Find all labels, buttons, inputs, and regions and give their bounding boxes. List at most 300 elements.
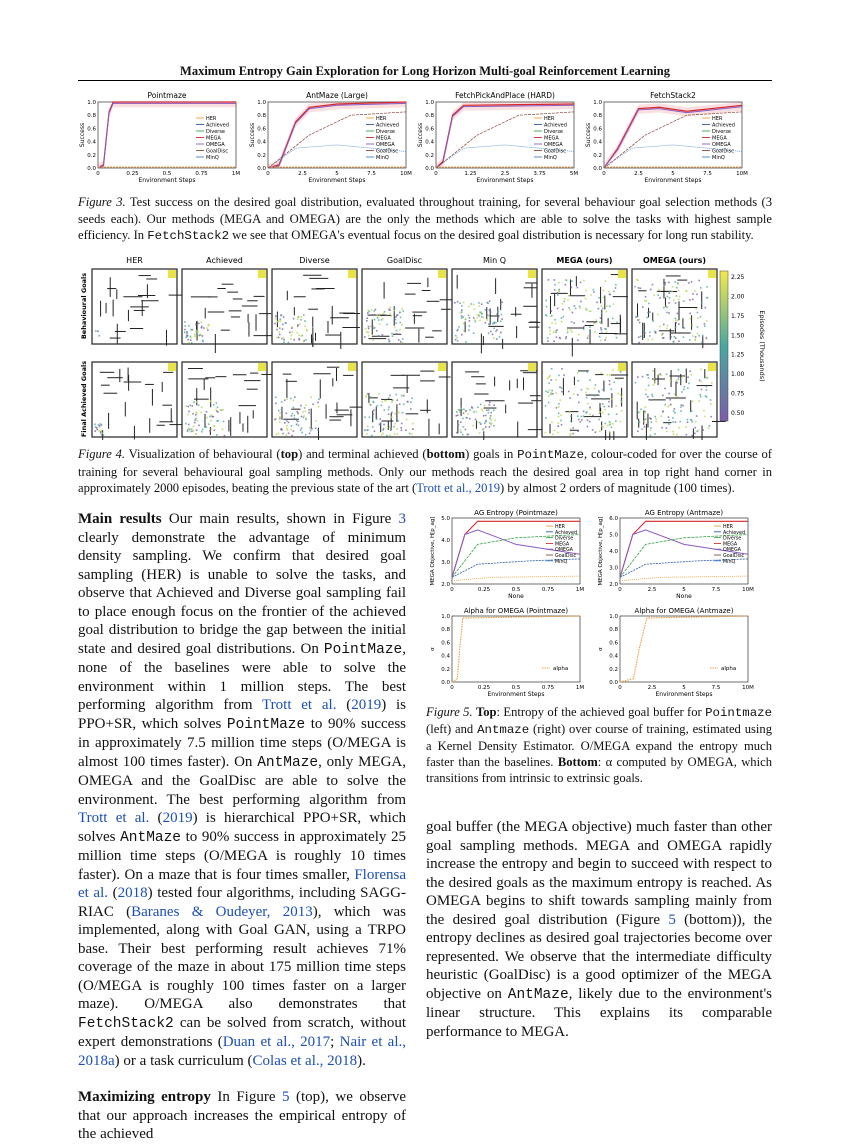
goal-point bbox=[554, 319, 556, 321]
goal-point bbox=[700, 369, 702, 371]
goal-point bbox=[612, 423, 614, 425]
citation-link[interactable]: Colas et al., 2018 bbox=[252, 1052, 358, 1069]
goal-point bbox=[698, 335, 700, 337]
goal-point bbox=[300, 316, 302, 318]
goal-point bbox=[296, 420, 298, 422]
goal-point bbox=[565, 336, 567, 338]
goal-point bbox=[560, 420, 562, 422]
goal-point bbox=[598, 391, 600, 393]
goal-point bbox=[670, 404, 672, 406]
caption-code: FetchStack2 bbox=[147, 229, 230, 243]
goal-point bbox=[478, 302, 480, 304]
x-tick-label: 7.5 bbox=[367, 171, 376, 177]
citation-link[interactable]: Trott et al. bbox=[262, 697, 337, 713]
goal-point bbox=[484, 405, 486, 407]
legend-entry: HER bbox=[376, 116, 387, 122]
goal-point bbox=[668, 302, 670, 304]
citation-link[interactable]: Baranes & Oudeyer, 2013 bbox=[131, 903, 313, 920]
goal-point bbox=[391, 333, 393, 335]
goal-point bbox=[302, 411, 304, 413]
goal-point bbox=[276, 329, 278, 331]
goal-point bbox=[456, 337, 458, 339]
goal-point bbox=[214, 429, 216, 431]
citation-link[interactable]: Florensa et al. bbox=[78, 866, 406, 901]
goal-point bbox=[602, 389, 604, 391]
goal-point bbox=[690, 318, 692, 320]
goal-point bbox=[500, 332, 502, 334]
goal-point bbox=[201, 431, 203, 433]
goal-point bbox=[368, 328, 370, 330]
goal-point bbox=[646, 317, 648, 319]
goal-point bbox=[664, 284, 666, 286]
goal-point bbox=[644, 406, 646, 408]
goal-point bbox=[647, 396, 649, 398]
goal-point bbox=[297, 318, 299, 320]
goal-point bbox=[395, 316, 397, 318]
legend-entry: Diverse bbox=[376, 129, 396, 135]
goal-point bbox=[394, 307, 396, 309]
goal-point bbox=[689, 299, 691, 301]
goal-point bbox=[401, 429, 403, 431]
legend-entry: GoalDisc bbox=[544, 148, 566, 155]
figure-5-caption bbox=[426, 704, 772, 786]
goal-point bbox=[224, 435, 226, 437]
goal-point bbox=[658, 294, 660, 296]
goal-point bbox=[577, 287, 579, 289]
goal-point bbox=[603, 398, 605, 400]
goal-point bbox=[655, 418, 657, 420]
body-text: (top), we observe that our approach increases the empirical entropy of the achieved bbox=[78, 1089, 406, 1142]
goal-point bbox=[382, 334, 384, 336]
goal-point bbox=[490, 424, 492, 426]
goal-point bbox=[672, 431, 674, 433]
goal-point bbox=[639, 319, 641, 321]
goal-point bbox=[608, 406, 610, 408]
y-tick-label: 2.0 bbox=[441, 582, 450, 588]
goal-point bbox=[366, 320, 368, 322]
goal-point bbox=[706, 320, 708, 322]
goal-point bbox=[560, 414, 562, 416]
goal-point bbox=[620, 371, 622, 373]
citation-link[interactable]: 2018 bbox=[117, 885, 148, 901]
goal-point bbox=[670, 336, 672, 338]
goal-point bbox=[480, 404, 482, 406]
goal-point bbox=[489, 426, 491, 428]
goal-point bbox=[569, 435, 571, 437]
goal-point bbox=[590, 332, 592, 334]
legend-entry: MinQ bbox=[723, 559, 736, 565]
goal-point bbox=[374, 327, 376, 329]
goal-point bbox=[589, 414, 591, 416]
x-tick-label: 5 bbox=[682, 685, 686, 691]
goal-point bbox=[581, 389, 583, 391]
figure-ref-link[interactable]: 3 bbox=[398, 511, 406, 527]
goal-point bbox=[554, 279, 556, 281]
goal-point bbox=[488, 409, 490, 411]
goal-point bbox=[470, 303, 472, 305]
goal-point bbox=[468, 433, 470, 435]
goal-point bbox=[490, 331, 492, 333]
goal-point bbox=[704, 325, 706, 327]
goal-point bbox=[204, 420, 206, 422]
goal-point bbox=[301, 335, 303, 337]
goal-point bbox=[401, 423, 403, 425]
goal-point bbox=[674, 412, 676, 414]
legend-entry: alpha bbox=[553, 666, 569, 672]
goal-point bbox=[479, 312, 481, 314]
goal-point bbox=[209, 430, 211, 432]
goal-point bbox=[455, 335, 457, 337]
goal-point bbox=[202, 429, 204, 431]
goal-point bbox=[545, 417, 547, 419]
goal-point bbox=[305, 339, 307, 341]
goal-point bbox=[689, 370, 691, 372]
caption-text: : α computed by OMEGA, which transitions from intrinsic to extrinsic goals. bbox=[426, 755, 772, 785]
goal-point bbox=[454, 302, 456, 304]
goal-point bbox=[650, 289, 652, 291]
goal-point bbox=[580, 301, 582, 303]
goal-point bbox=[286, 398, 288, 400]
y-tick-label: 0.8 bbox=[593, 113, 602, 120]
y-tick-label: 0.0 bbox=[425, 166, 434, 172]
citation-link[interactable]: Trott et al., 2019 bbox=[416, 481, 501, 495]
goal-point bbox=[208, 423, 210, 425]
goal-point bbox=[390, 315, 392, 317]
goal-point bbox=[590, 294, 592, 296]
goal-point bbox=[412, 428, 414, 430]
desired-goal-marker bbox=[258, 270, 266, 278]
goal-point bbox=[701, 342, 703, 344]
citation-link[interactable]: Nair et al., 2018a bbox=[78, 1034, 406, 1069]
goal-point bbox=[406, 419, 408, 421]
goal-point bbox=[550, 310, 552, 312]
goal-point bbox=[691, 419, 693, 421]
citation-link[interactable]: 2019 bbox=[351, 697, 382, 713]
goal-point bbox=[558, 413, 560, 415]
goal-point bbox=[291, 327, 293, 329]
goal-point bbox=[585, 308, 587, 310]
legend-entry: Diverse bbox=[712, 129, 732, 135]
citation-link[interactable]: Trott et al. bbox=[78, 810, 150, 826]
goal-point bbox=[606, 305, 608, 307]
goal-point bbox=[194, 419, 196, 421]
goal-point bbox=[650, 427, 652, 429]
figure-3-plots bbox=[78, 90, 772, 190]
goal-point bbox=[551, 421, 553, 423]
goal-point bbox=[649, 335, 651, 337]
goal-point bbox=[659, 297, 661, 299]
caption-code: Antmaze bbox=[477, 723, 530, 737]
goal-point bbox=[637, 280, 639, 282]
goal-point bbox=[547, 391, 549, 393]
y-tick-label: 0.4 bbox=[441, 653, 450, 660]
goal-point bbox=[621, 396, 623, 398]
x-axis-label: Environment Steps bbox=[644, 177, 702, 184]
goal-point bbox=[392, 399, 394, 401]
legend-entry: GoalDisc bbox=[712, 148, 734, 155]
goal-point bbox=[668, 292, 670, 294]
goal-point bbox=[279, 318, 281, 320]
goal-point bbox=[672, 286, 674, 288]
goal-point bbox=[383, 424, 385, 426]
goal-point bbox=[677, 313, 679, 315]
goal-point bbox=[458, 326, 460, 328]
legend-entry: OMEGA bbox=[206, 142, 225, 148]
goal-point bbox=[284, 399, 286, 401]
goal-point bbox=[200, 322, 202, 324]
goal-point bbox=[485, 309, 487, 311]
desired-goal-marker bbox=[438, 270, 446, 278]
goal-point bbox=[578, 334, 580, 336]
goal-point bbox=[644, 418, 646, 420]
goal-point bbox=[400, 341, 402, 343]
goal-point bbox=[384, 409, 386, 411]
goal-point bbox=[682, 376, 684, 378]
goal-point bbox=[187, 431, 189, 433]
goal-point bbox=[460, 431, 462, 433]
goal-point bbox=[366, 331, 368, 333]
goal-point bbox=[222, 428, 224, 430]
goal-point bbox=[652, 395, 654, 397]
goal-point bbox=[644, 426, 646, 428]
goal-point bbox=[195, 414, 197, 416]
y-tick-label: 0.0 bbox=[593, 166, 602, 172]
goal-point bbox=[401, 395, 403, 397]
maze-frame bbox=[632, 362, 717, 437]
goal-point bbox=[365, 328, 367, 330]
goal-point bbox=[385, 400, 387, 402]
goal-point bbox=[297, 332, 299, 334]
goal-point bbox=[219, 409, 221, 411]
citation-link[interactable]: 2019 bbox=[162, 810, 193, 826]
goal-point bbox=[185, 423, 187, 425]
figure-ref-link[interactable]: 5 bbox=[282, 1089, 290, 1105]
plot-frame bbox=[620, 616, 748, 682]
goal-point bbox=[586, 371, 588, 373]
goal-point bbox=[561, 321, 563, 323]
legend-entry: Achieved bbox=[206, 122, 229, 129]
goal-point bbox=[193, 401, 195, 403]
goal-point bbox=[410, 408, 412, 410]
goal-point bbox=[380, 423, 382, 425]
x-tick-label: 0 bbox=[450, 685, 454, 691]
goal-point bbox=[688, 383, 690, 385]
goal-point bbox=[367, 429, 369, 431]
goal-point bbox=[589, 379, 591, 381]
goal-point bbox=[692, 293, 694, 295]
goal-point bbox=[396, 333, 398, 335]
goal-point bbox=[206, 417, 208, 419]
goal-point bbox=[390, 429, 392, 431]
goal-point bbox=[593, 291, 595, 293]
goal-point bbox=[595, 322, 597, 324]
goal-point bbox=[570, 428, 572, 430]
goal-point bbox=[474, 308, 476, 310]
goal-point bbox=[664, 404, 666, 406]
goal-point bbox=[465, 429, 467, 431]
x-tick-label: 0 bbox=[602, 171, 606, 177]
goal-point bbox=[189, 405, 191, 407]
plot-frame bbox=[452, 616, 580, 682]
goal-point bbox=[664, 282, 666, 284]
goal-point bbox=[551, 315, 553, 317]
goal-point bbox=[201, 326, 203, 328]
goal-point bbox=[598, 308, 600, 310]
goal-point bbox=[488, 333, 490, 335]
goal-point bbox=[317, 429, 319, 431]
body-text: ( bbox=[108, 885, 118, 901]
caption-text: Test success on the desired goal distribution, evaluated throughout training, for several behaviour goal selection methods (3 seeds each). Our methods (MEGA and OMEGA) are the only the methods which are able to solve the tasks with highest sample efficiency. In bbox=[78, 195, 773, 242]
x-tick-label: 5 bbox=[335, 171, 339, 177]
legend-entry: Achieved bbox=[544, 122, 567, 129]
goal-point bbox=[305, 410, 307, 412]
citation-link[interactable]: Duan et al., 2017 bbox=[222, 1034, 331, 1050]
goal-point bbox=[477, 317, 479, 319]
desired-goal-marker bbox=[708, 363, 716, 371]
y-tick-label: 0.6 bbox=[441, 640, 450, 647]
body-text: to 90% success in approximately 25 million time steps (O/MEGA is roughly 10 times faster). On a maze that is four times smaller, bbox=[78, 828, 406, 883]
desired-goal-marker bbox=[528, 363, 536, 371]
goal-point bbox=[211, 416, 213, 418]
goal-point bbox=[391, 416, 393, 418]
y-tick-label: 1.0 bbox=[441, 614, 450, 620]
goal-point bbox=[577, 339, 579, 341]
goal-point bbox=[466, 417, 468, 419]
goal-point bbox=[562, 303, 564, 305]
legend-entry: Achieved bbox=[555, 530, 577, 536]
goal-point bbox=[563, 316, 565, 318]
goal-point bbox=[198, 404, 200, 406]
goal-point bbox=[479, 314, 481, 316]
y-tick-label: 0.6 bbox=[593, 126, 602, 133]
goal-point bbox=[674, 393, 676, 395]
goal-point bbox=[655, 332, 657, 334]
goal-point bbox=[401, 308, 403, 310]
legend-entry: GoalDisc bbox=[376, 148, 398, 155]
body-text: (bottom)), the entropy declines as desired goal trajectories become over represented. We observe that the intermediate difficulty heuristic (GoalDisc) is a good optimizer of the MEGA objective on bbox=[426, 911, 772, 1002]
goal-point bbox=[687, 419, 689, 421]
goal-point bbox=[281, 401, 283, 403]
goal-point bbox=[364, 429, 366, 431]
goal-point bbox=[376, 418, 378, 420]
goal-point bbox=[217, 407, 219, 409]
goal-point bbox=[579, 307, 581, 309]
goal-point bbox=[681, 404, 683, 406]
goal-point bbox=[376, 315, 378, 317]
goal-point bbox=[684, 386, 686, 388]
goal-point bbox=[291, 332, 293, 334]
goal-point bbox=[298, 316, 300, 318]
goal-point bbox=[651, 394, 653, 396]
goal-point bbox=[98, 430, 100, 432]
goal-point bbox=[186, 332, 188, 334]
x-tick-label: 0 bbox=[266, 171, 270, 177]
colorbar-tick: 0.50 bbox=[731, 410, 745, 417]
goal-point bbox=[193, 430, 195, 432]
goal-point bbox=[189, 429, 191, 431]
legend-entry: MinQ bbox=[712, 155, 725, 161]
legend-entry: MEGA bbox=[555, 542, 570, 548]
y-tick-label: 1.0 bbox=[257, 100, 266, 106]
goal-point bbox=[675, 337, 677, 339]
goal-point bbox=[479, 422, 481, 424]
goal-point bbox=[101, 424, 103, 426]
goal-point bbox=[604, 339, 606, 341]
figure-4-caption bbox=[78, 446, 772, 497]
goal-point bbox=[557, 294, 559, 296]
caption-text: (right) over course of training, estimated using a Kernel Density Estimator. O/MEGA expand the entropy much faster than the baselines. bbox=[426, 722, 772, 769]
goal-point bbox=[485, 322, 487, 324]
goal-point bbox=[601, 332, 603, 334]
goal-point bbox=[198, 425, 200, 427]
x-tick-label: 0.25 bbox=[477, 685, 491, 691]
goal-point bbox=[697, 333, 699, 335]
goal-point bbox=[203, 327, 205, 329]
figure-ref-link[interactable]: 5 bbox=[668, 911, 676, 928]
goal-point bbox=[608, 291, 610, 293]
goal-point bbox=[366, 433, 368, 435]
goal-point bbox=[460, 421, 462, 423]
goal-point bbox=[457, 414, 459, 416]
goal-point bbox=[662, 333, 664, 335]
goal-point bbox=[704, 323, 706, 325]
goal-point bbox=[662, 395, 664, 397]
goal-point bbox=[275, 397, 277, 399]
goal-point bbox=[700, 316, 702, 318]
x-axis-label: Environment Steps bbox=[487, 691, 545, 698]
goal-point bbox=[188, 325, 190, 327]
goal-point bbox=[382, 429, 384, 431]
y-tick-label: 0.0 bbox=[609, 680, 618, 686]
code-text: AntMaze bbox=[257, 754, 319, 771]
goal-point bbox=[602, 426, 604, 428]
goal-point bbox=[501, 301, 503, 303]
goal-point bbox=[558, 375, 560, 377]
goal-point bbox=[589, 326, 591, 328]
goal-point bbox=[292, 413, 294, 415]
desired-goal-marker bbox=[618, 363, 626, 371]
x-tick-label: 5M bbox=[569, 171, 579, 177]
goal-point bbox=[644, 332, 646, 334]
goal-point bbox=[391, 412, 393, 414]
goal-point bbox=[373, 409, 375, 411]
goal-point bbox=[461, 309, 463, 311]
code-text: PointMaze bbox=[323, 641, 403, 658]
colorbar-tick: 0.75 bbox=[731, 390, 745, 398]
goal-point bbox=[547, 337, 549, 339]
left-column bbox=[78, 510, 406, 1144]
colorbar-tick: 1.75 bbox=[731, 312, 745, 320]
goal-point bbox=[207, 325, 209, 327]
goal-point bbox=[641, 428, 643, 430]
goal-point bbox=[654, 381, 656, 383]
goal-point bbox=[555, 332, 557, 334]
y-tick-label: 0.6 bbox=[425, 126, 434, 133]
goal-point bbox=[290, 398, 292, 400]
goal-point bbox=[494, 420, 496, 422]
x-tick-label: 3.75 bbox=[533, 171, 546, 177]
body-text: goal buffer (the MEGA objective) much faster than other goal sampling methods. MEGA and OMEGA rapidly increase the entropy and begin to succeed with respect to the desired goals as the maximum entropy is reached. As OMEGA begins to shift towards sampling mainly from the desired goal distribution (Figure bbox=[426, 819, 772, 928]
goal-point bbox=[558, 416, 560, 418]
goal-point bbox=[691, 374, 693, 376]
goal-point bbox=[311, 396, 313, 398]
colorbar bbox=[720, 271, 728, 421]
goal-point bbox=[198, 335, 200, 337]
goal-point bbox=[290, 429, 292, 431]
goal-point bbox=[389, 307, 391, 309]
goal-point bbox=[489, 402, 491, 404]
goal-point bbox=[585, 392, 587, 394]
